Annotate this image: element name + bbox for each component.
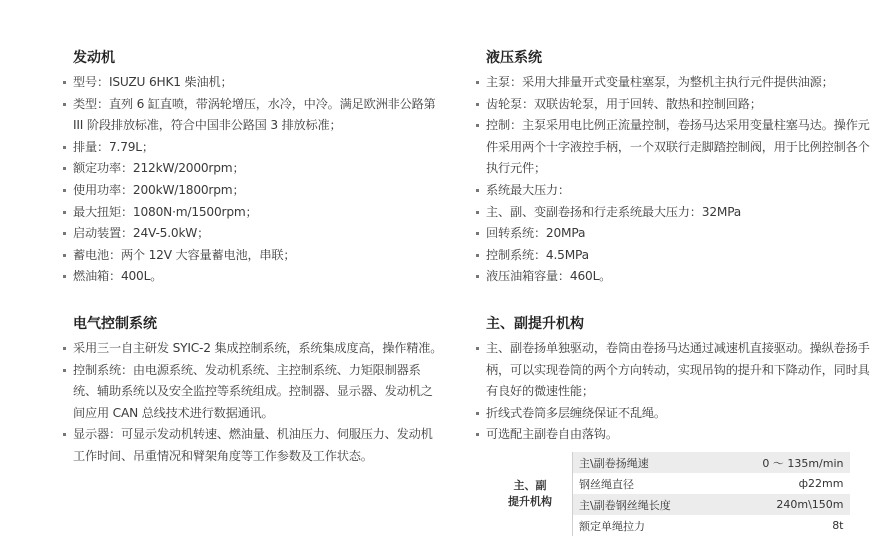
hydraulic-section-title: 液压系统 <box>486 50 542 66</box>
table-cell-value: ф22mm <box>798 477 844 490</box>
bullet-icon <box>63 232 66 235</box>
bullet-icon <box>476 103 479 106</box>
section-gap <box>476 288 876 314</box>
electrical-section-title: 电气控制系统 <box>73 315 157 332</box>
table-cell-value: 8t <box>832 519 844 532</box>
bullet-icon <box>476 232 479 235</box>
list-item: 主、副、变副卷扬和行走系统最大压力：32MPa <box>476 202 876 224</box>
list-item: 燃油箱：400L。 <box>63 266 443 288</box>
hoist-section-title: 主、副提升机构 <box>486 315 584 332</box>
bullet-icon <box>63 146 66 149</box>
table-cell-name: 钢丝绳直径 <box>579 477 634 491</box>
electrical-list <box>63 338 443 468</box>
bullet-icon <box>63 433 66 436</box>
list-item: 主、副卷扬单独驱动，卷筒由卷扬马达通过减速机直接驱动。操纵卷扬手柄，可以实现卷筒的两个方向转动，实现吊钩的提升和下降动作，同时具有良好的微速性能； <box>476 338 876 403</box>
list-item: 型号：ISUZU 6HK1 柴油机； <box>63 72 443 94</box>
bullet-icon <box>63 211 66 214</box>
hoist-spec-table <box>488 452 850 536</box>
bullet-icon <box>63 103 66 106</box>
table-cell-name: 主\副卷扬绳速 <box>573 452 719 473</box>
bullet-icon <box>63 81 66 84</box>
list-item: 折线式卷筒多层缠绕保证不乱绳。 <box>476 403 876 425</box>
list-item: 最大扭矩：1080N·m/1500rpm； <box>63 202 443 224</box>
hydraulic-list <box>476 72 876 288</box>
list-item: 控制系统：由电源系统、发动机系统、主控制系统、力矩限制器系统、辅助系统以及安全监控等系统组成。控制器、显示器、发动机之间应用 CAN 总线技术进行数据通讯。 <box>63 360 443 425</box>
hoist-list <box>476 338 876 446</box>
bullet-icon <box>63 189 66 192</box>
list-item: 控制系统：4.5MPa <box>476 245 876 267</box>
list-item: 采用三一自主研发 SYIC-2 集成控制系统，系统集成度高，操作精准。 <box>63 338 443 360</box>
list-item: 蓄电池：两个 12V 大容量蓄电池，串联； <box>63 245 443 267</box>
bullet-icon <box>476 433 479 436</box>
bullet-icon <box>63 254 66 257</box>
bullet-icon <box>63 347 66 350</box>
list-item: 额定功率：212kW/2000rpm； <box>63 158 443 180</box>
left-column <box>63 48 443 468</box>
table-category: 主、副 提升机构 <box>488 452 573 536</box>
engine-list <box>63 72 443 288</box>
list-item: 类型：直列 6 缸直喷，带涡轮增压，水冷，中冷。满足欧洲非公路第 III 阶段排放标准，符合中国非公路国 3 排放标准； <box>63 94 443 137</box>
list-item: 液压油箱容量：460L。 <box>476 266 876 288</box>
right-column <box>476 48 876 446</box>
list-item: 系统最大压力： <box>476 180 876 202</box>
list-item: 启动装置：24V-5.0kW； <box>63 223 443 245</box>
bullet-icon <box>476 412 479 415</box>
table-cell-value: 240m\150m <box>719 494 850 515</box>
bullet-icon <box>476 81 479 84</box>
bullet-icon <box>476 189 479 192</box>
table-row <box>488 452 850 473</box>
bullet-icon <box>476 124 479 127</box>
list-item: 显示器：可显示发动机转速、燃油量、机油压力、伺服压力、发动机工作时间、吊重情况和臂架角度等工作参数及工作状态。 <box>63 424 443 467</box>
list-item: 主泵：采用大排量开式变量柱塞泵，为整机主执行元件提供油源； <box>476 72 876 94</box>
list-item: 回转系统：20MPa <box>476 223 876 245</box>
bullet-icon <box>476 347 479 350</box>
bullet-icon <box>63 167 66 170</box>
bullet-icon <box>476 275 479 278</box>
bullet-icon <box>476 211 479 214</box>
bullet-icon <box>63 275 66 278</box>
list-item: 控制：主泵采用电比例正流量控制，卷扬马达采用变量柱塞马达。操作元件采用两个十字液控手柄，一个双联行走脚踏控制阀，用于比例控制各个执行元件； <box>476 115 876 180</box>
table-cell-value: 0 ～ 135m/min <box>719 452 850 473</box>
list-item: 齿轮泵：双联齿轮泵，用于回转、散热和控制回路； <box>476 94 876 116</box>
list-item: 可选配主副卷自由落钩。 <box>476 424 876 446</box>
engine-section-title: 发动机 <box>73 50 115 66</box>
section-gap <box>63 288 443 314</box>
bullet-icon <box>476 254 479 257</box>
list-item: 排量：7.79L； <box>63 137 443 159</box>
list-item: 使用功率：200kW/1800rpm； <box>63 180 443 202</box>
table-cell-name: 主\副卷钢丝绳长度 <box>573 494 719 515</box>
table-cell-name: 额定单绳拉力 <box>579 519 645 533</box>
bullet-icon <box>63 369 66 372</box>
